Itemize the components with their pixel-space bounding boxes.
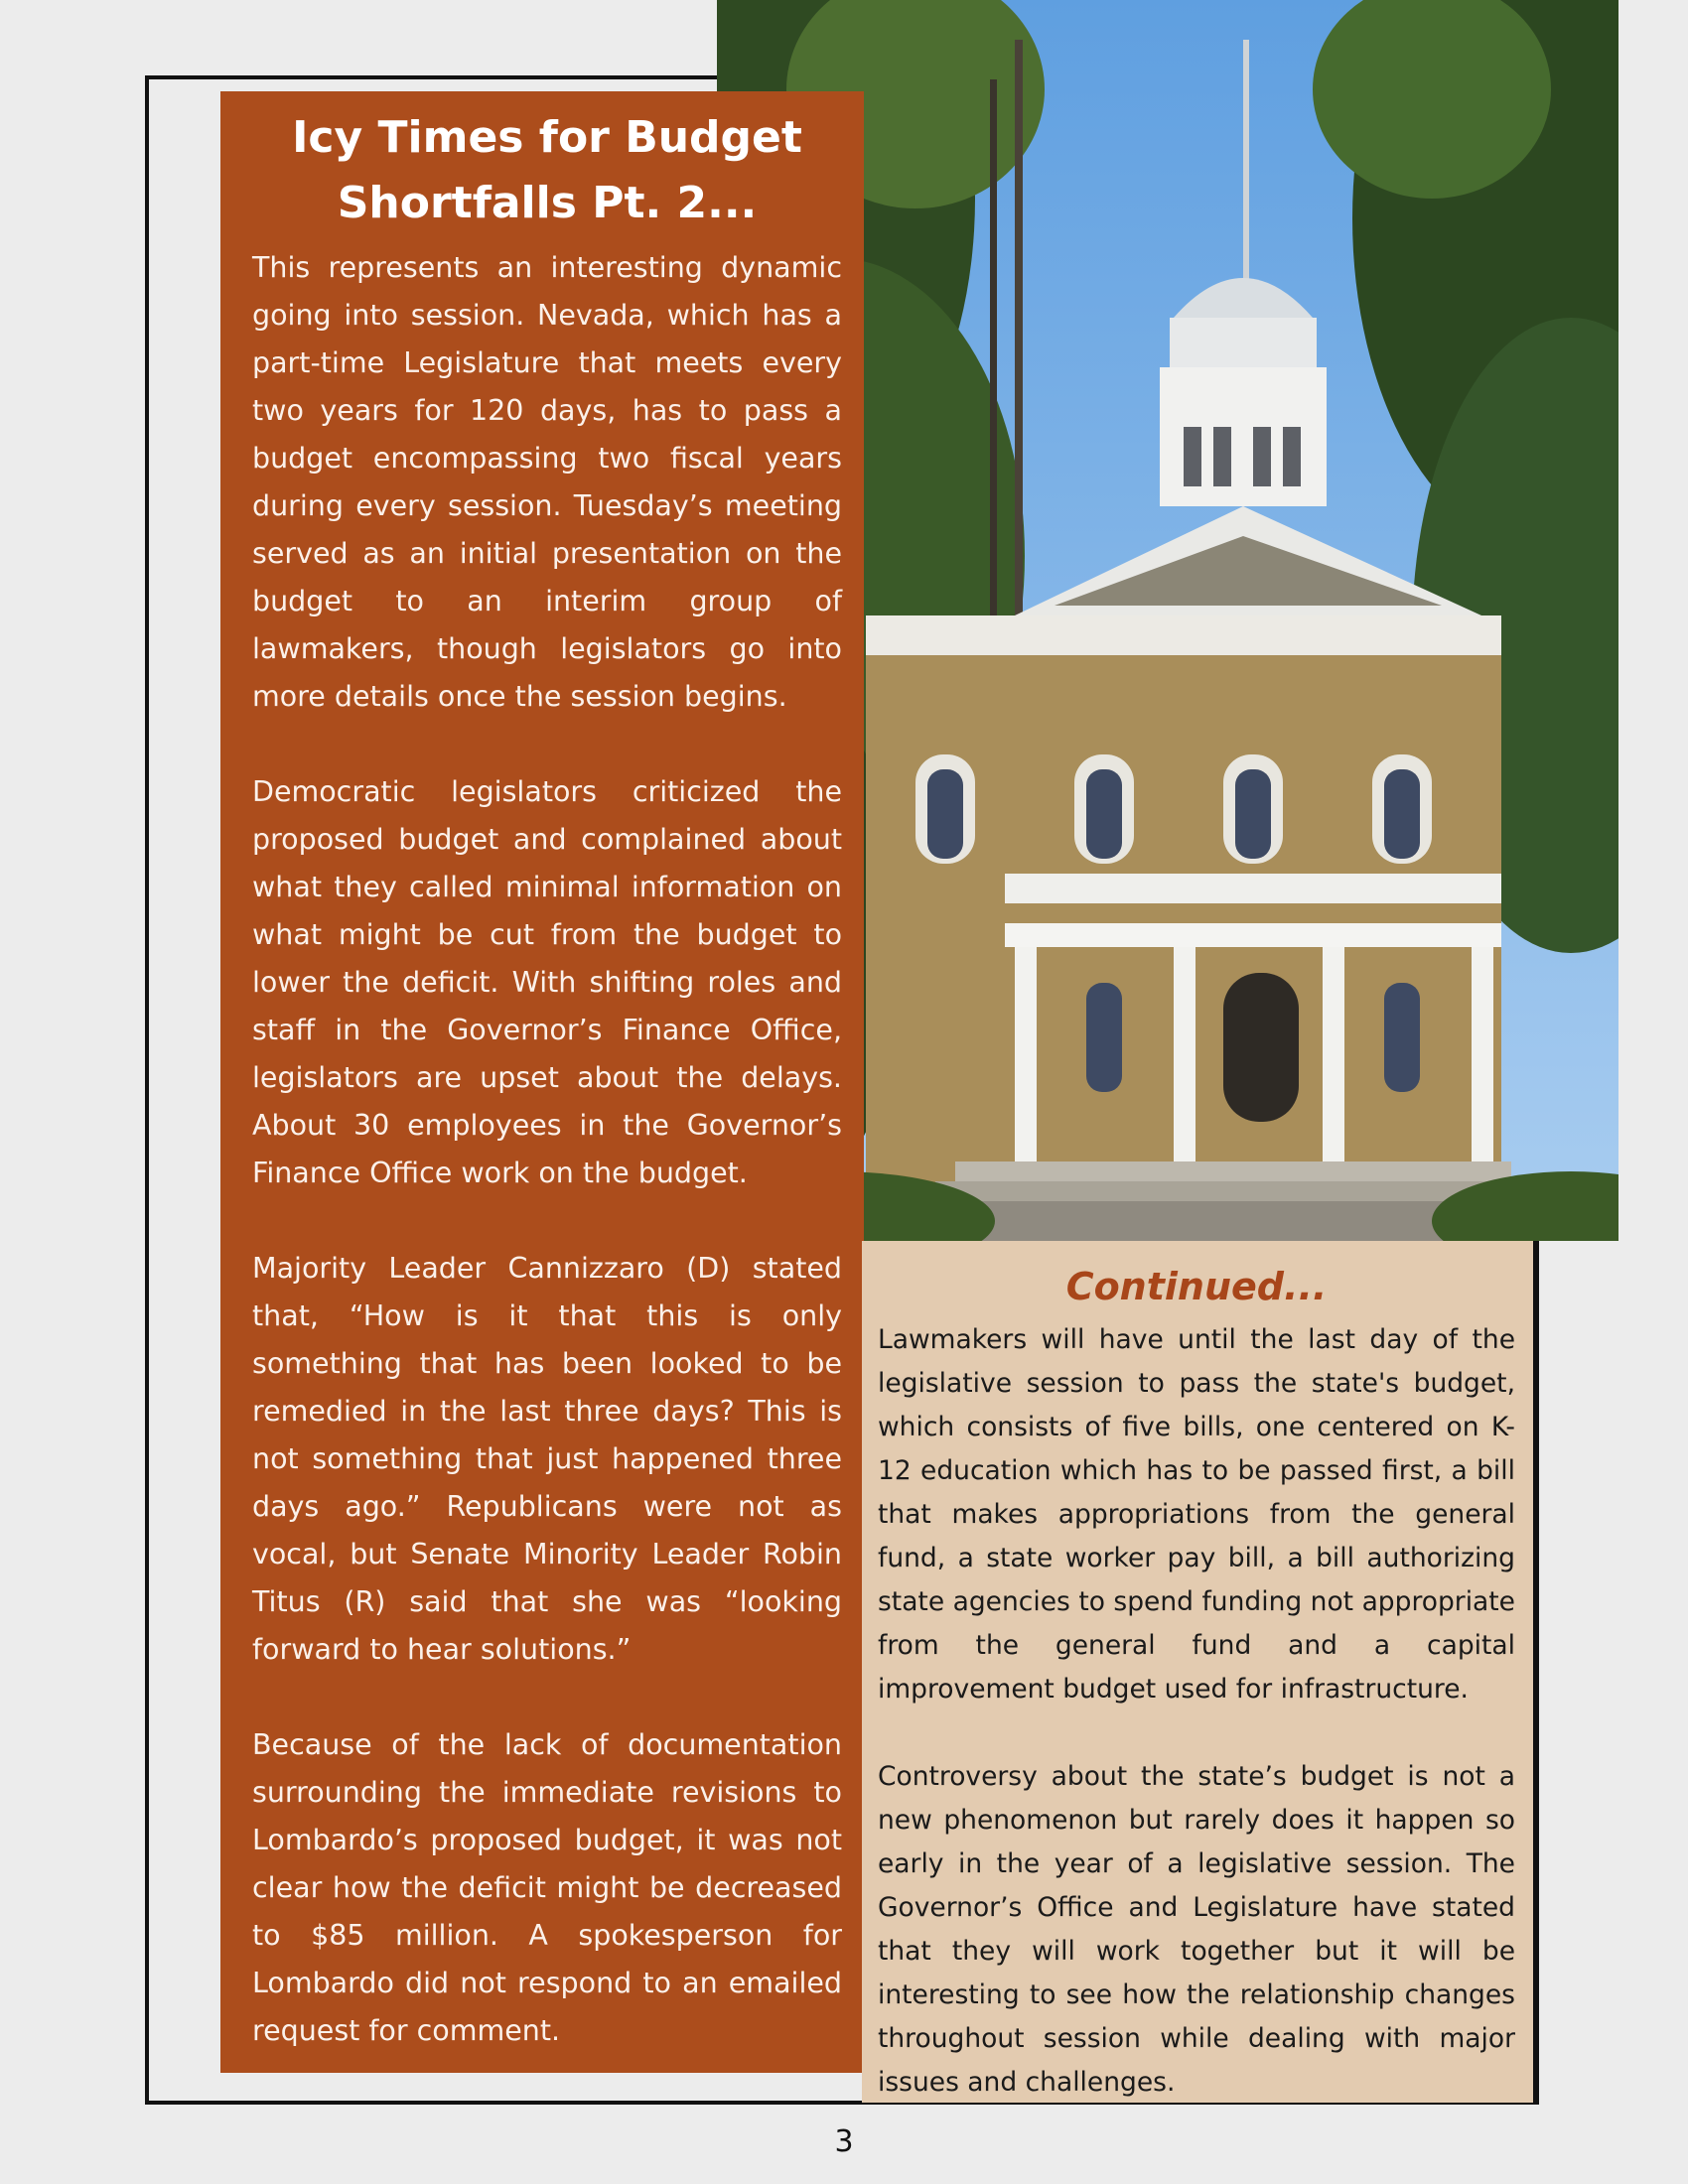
continued-paragraph: Controversy about the state’s budget is not a new phenomenon but rarely does it happen so early in the year of a legislative session. The Governor’s Office and Legislature have stated that they will work together but it will be interesting to see how the relationship changes throughout session while dealing with major issues and challenges. [878,1761,1515,2098]
article-paragraph: Majority Leader Cannizzaro (D) stated that, “How is it that this is only something that has been looked to be remedied in the last three days? This is not something that just happened three days ago.” Republicans were not as vocal, but Senate Minority Leader Robin Titus (R) said that she was “looking forward to hear solutions.” [252,1252,842,1666]
article-paragraph: This represents an interesting dynamic going into session. Nevada, which has a part-time Legislature that meets every two years for 120 days, has to pass a budget encompassing two fiscal years during every session. Tuesday’s meeting served as an initial presentation on the budget to an interim group of lawmakers, though legislators go into more details once the session begins. [252,251,842,713]
page-number: 3 [834,2124,854,2159]
article-paragraph: Democratic legislators criticized the proposed budget and complained about what they called minimal information on what might be cut from the budget to lower the deficit. With shifting roles and staff in the Governor’s Finance Office, legislators are upset about the delays. About 30 employees in the Governor’s Finance Office work on the budget. [252,775,842,1189]
continued-article-panel [862,1241,1537,2103]
article-paragraph: Because of the lack of documentation surrounding the immediate revisions to Lombardo’s proposed budget, it was not clear how the deficit might be decreased to $85 million. A spokesperson for Lombardo did not respond to an emailed request for comment. [252,1728,842,2047]
main-article-panel [220,91,864,2073]
article-title: Icy Times for Budget Shortfalls Pt. 2... [292,112,802,228]
continued-paragraph: Lawmakers will have until the last day of the legislative session to pass the state's budget, which consists of five bills, one centered on K-12 education which has to be passed first, a bill that makes appropriations from the general fund, a state worker pay bill, a bill authorizing state agencies to spend funding not appropriate from the general fund and a capital improvement budget used for infrastructure. [878,1324,1515,1705]
continued-heading: Continued... [1065,1265,1328,1308]
